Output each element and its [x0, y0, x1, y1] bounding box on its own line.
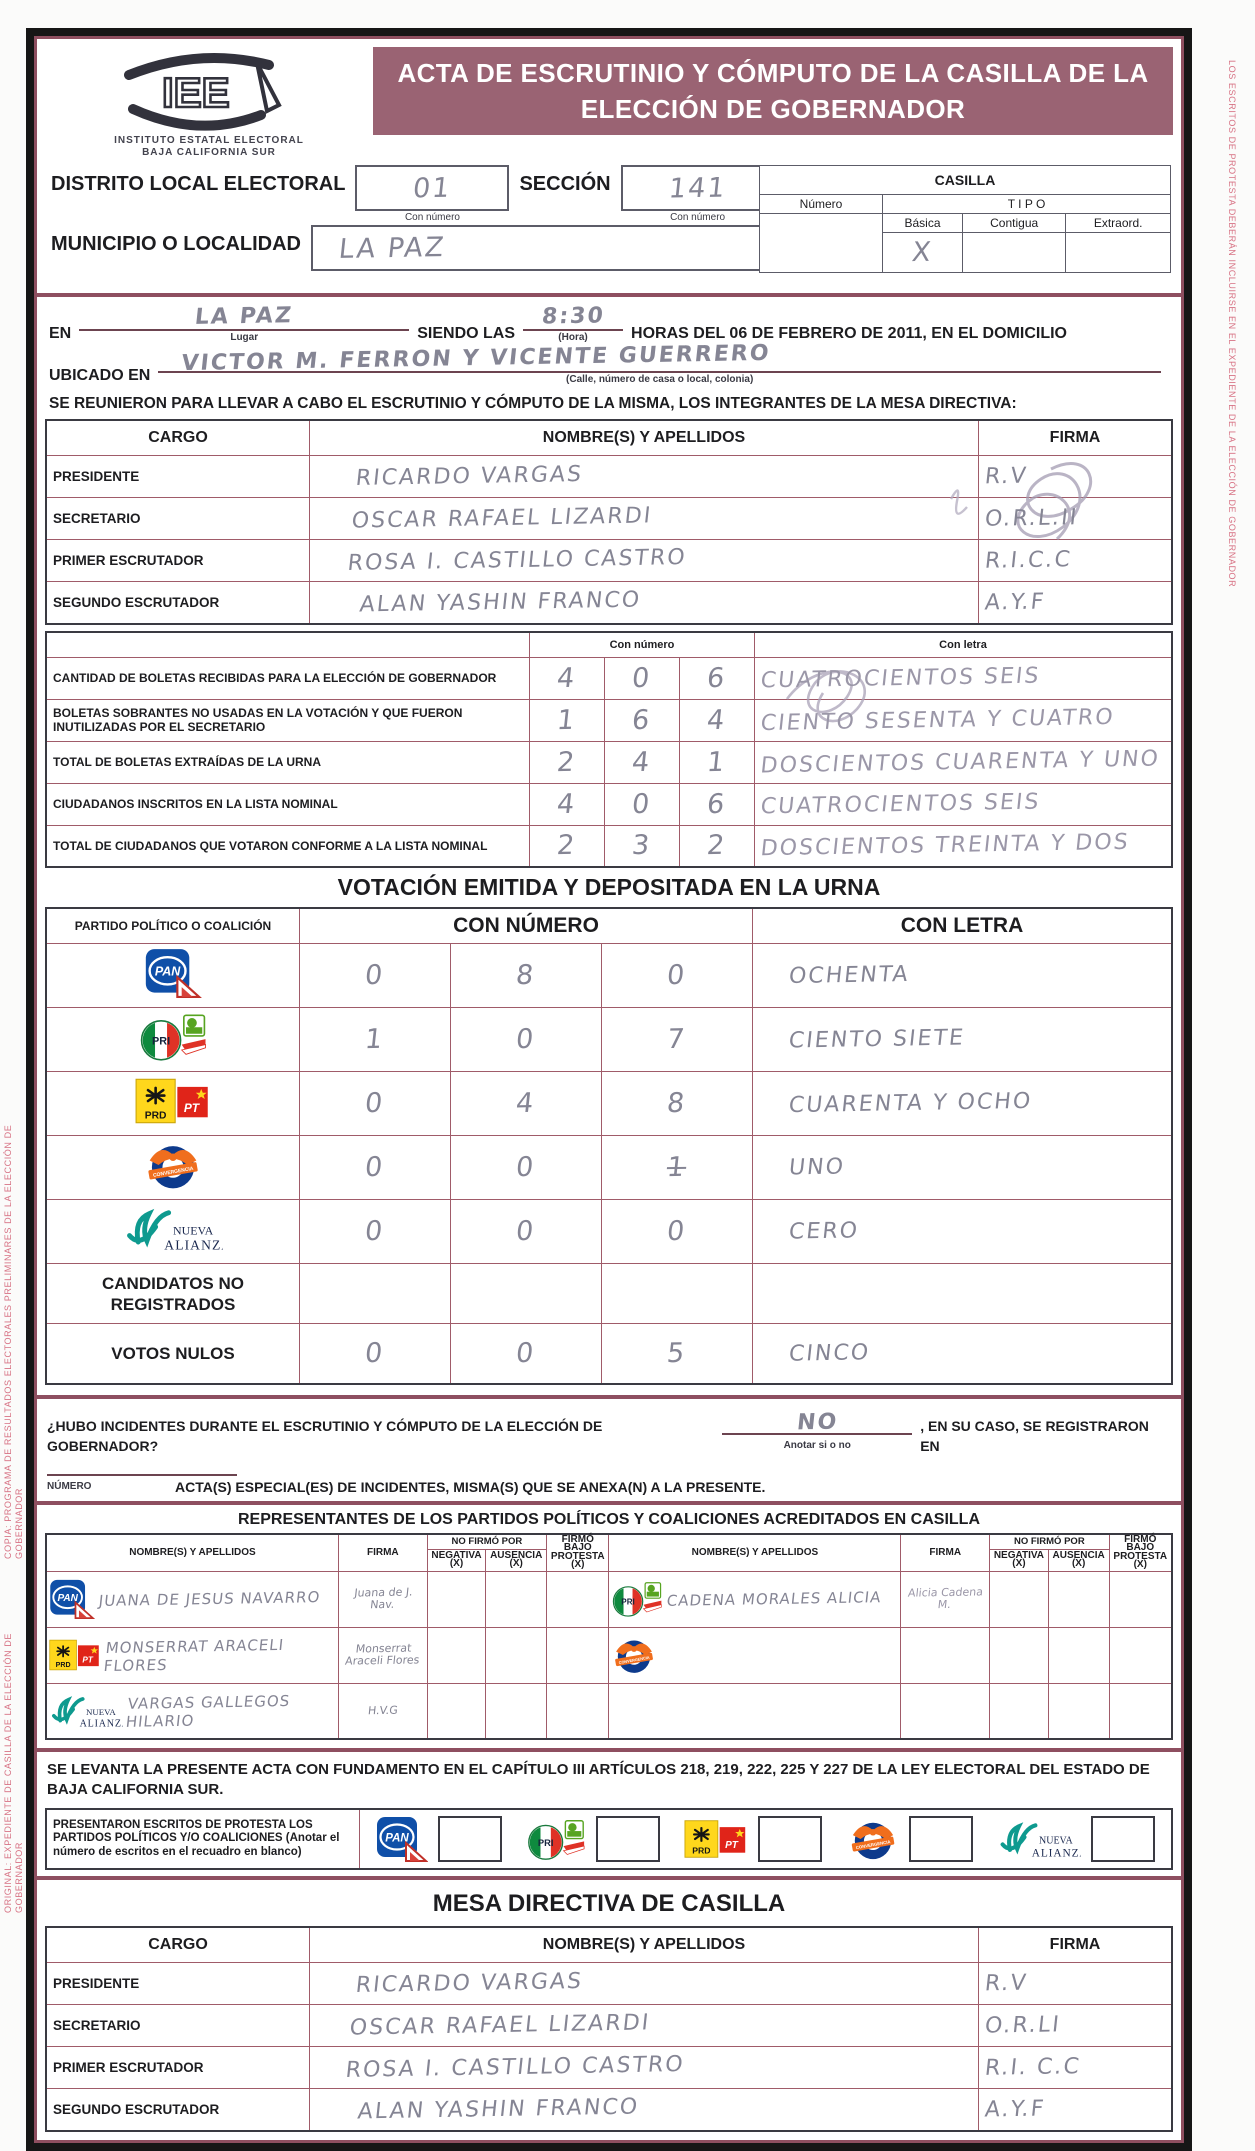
fecha-text: HORAS DEL 06 DE FEBRERO DE 2011, EN EL DOMICILIO	[631, 325, 1067, 342]
letra-cell[interactable]: CERO	[753, 1200, 1173, 1264]
iee-logo	[45, 43, 373, 159]
nombre-field[interactable]: RICARDO VARGAS	[310, 1963, 979, 2005]
digit-cell[interactable]: 1	[602, 1136, 753, 1200]
protesta-label: PRESENTARON ESCRITOS DE PROTESTA LOS PARTIDOS POLÍTICOS Y/O COALICIONES (Anotar el número de escritos en el recuadro en blanco)	[47, 1810, 360, 1868]
nueva-alianza-logo-icon	[997, 1819, 1081, 1859]
digit-cell[interactable]: 2	[530, 741, 605, 783]
mark-cell[interactable]	[486, 1627, 547, 1683]
casilla-numero-value[interactable]	[760, 214, 883, 273]
mark-cell[interactable]	[427, 1627, 486, 1683]
mesa-directiva-table-1	[45, 419, 1173, 625]
mark-cell[interactable]	[1048, 1571, 1109, 1627]
iee-logo-icon	[99, 47, 319, 135]
cargo-label: SECRETARIO	[46, 2005, 310, 2047]
table-row	[46, 699, 1172, 741]
mark-cell[interactable]	[427, 1683, 486, 1739]
digit-cell[interactable]: 2	[530, 825, 605, 867]
mark-cell[interactable]	[547, 1683, 609, 1739]
digit-cell[interactable]: 0	[605, 657, 680, 699]
letra-cell[interactable]: CINCO	[753, 1324, 1173, 1384]
header-fields	[45, 165, 1173, 285]
numero-caption: NÚMERO	[47, 1480, 92, 1492]
digit-cell[interactable]: 0	[605, 783, 680, 825]
nombre-field[interactable]: ROSA I. CASTILLO CASTRO	[310, 2047, 979, 2089]
section-divider	[37, 1876, 1181, 1880]
table-row	[46, 1627, 1172, 1683]
digit-cell[interactable]: 4	[605, 741, 680, 783]
digit-cell[interactable]: 0	[451, 1136, 602, 1200]
digit-cell[interactable]: 4	[451, 1072, 602, 1136]
lugar-line	[49, 303, 1169, 343]
pri-pvem-logo-icon	[526, 1817, 586, 1862]
table-row	[46, 2047, 1172, 2089]
domicilio-blank[interactable]: VICTOR M. FERRON Y VICENTE GUERRERO (Calle, número de casa o local, colonia)	[158, 345, 1161, 385]
rep-firma-field[interactable]: Monserrat Araceli Flores	[338, 1627, 427, 1683]
mark-cell[interactable]	[486, 1571, 547, 1627]
cargo-label: PRESIDENTE	[46, 1963, 310, 2005]
table-row	[46, 1571, 1172, 1627]
firma-field[interactable]: R.I.C.C	[979, 540, 1173, 582]
casilla-tipo-label: T I P O	[883, 195, 1171, 214]
logo-org-line2: BAJA CALIFORNIA SUR	[142, 147, 276, 158]
casilla-numero-label: Número	[760, 195, 883, 214]
pri-pvem-logo-icon	[138, 1011, 208, 1063]
mesa2-h-cargo: CARGO	[46, 1927, 310, 1963]
firma-field[interactable]: O.R.LI	[979, 2005, 1173, 2047]
digit-cell[interactable]: 0	[300, 1072, 451, 1136]
pan-logo-icon	[49, 1579, 95, 1619]
digit-cell[interactable]: 0	[451, 1324, 602, 1384]
mesa1-h-firma: FIRMA	[979, 420, 1173, 456]
acta-sheet	[26, 28, 1192, 2151]
digit-cell[interactable]: 0	[300, 944, 451, 1008]
seccion-label: SECCIÓN	[519, 173, 611, 195]
pan-logo-icon	[376, 1816, 428, 1862]
boletas-table	[45, 631, 1173, 869]
mesa2-h-nombre: NOMBRE(S) Y APELLIDOS	[310, 1927, 979, 1963]
cargo-label: SEGUNDO ESCRUTADOR	[46, 582, 310, 624]
seccion-box[interactable]: 141 Con número	[621, 165, 775, 223]
table-row	[46, 582, 1172, 624]
mesa-directiva-title: MESA DIRECTIVA DE CASILLA	[432, 1890, 786, 1917]
convergencia-logo-icon	[143, 1138, 203, 1192]
digit-cell[interactable]: 8	[451, 944, 602, 1008]
mark-cell[interactable]	[486, 1683, 547, 1739]
boleta-label: TOTAL DE CIUDADANOS QUE VOTARON CONFORME A LA LISTA NOMINAL	[46, 825, 530, 867]
letra-cell[interactable]: CUATROCIENTOS SEIS	[755, 657, 1173, 699]
table-row	[46, 1136, 1172, 1200]
digit-cell[interactable]: 5	[602, 1324, 753, 1384]
letra-cell[interactable]: CIENTO SESENTA Y CUATRO	[755, 699, 1173, 741]
votacion-h-letra: CON LETRA	[753, 908, 1173, 944]
incidentes-texto-2a: , EN SU CASO, SE REGISTRARON EN	[920, 1417, 1149, 1454]
nueva-alianza-logo-icon	[123, 1205, 223, 1253]
mark-cell[interactable]	[547, 1571, 609, 1627]
table-row	[46, 657, 1172, 699]
municipio-label: MUNICIPIO O LOCALIDAD	[51, 233, 301, 255]
nombre-field[interactable]: OSCAR RAFAEL LIZARDI	[310, 2005, 979, 2047]
section-divider	[37, 1748, 1181, 1752]
reps-h-negativa: NEGATIVA (X)	[990, 1549, 1049, 1571]
firma-field[interactable]: O.R.L.II	[979, 498, 1173, 540]
digit-cell[interactable]: 7	[602, 1008, 753, 1072]
lugar-caption: Lugar	[230, 332, 259, 343]
letra-cell[interactable]: CIENTO SIETE	[753, 1008, 1173, 1072]
rep-firma-field[interactable]: Alicia Cadena M.	[901, 1571, 990, 1627]
firma-field[interactable]: A.Y.F	[979, 582, 1173, 624]
hora-blank[interactable]: 8:30 (Hora)	[523, 303, 623, 343]
representantes-table	[45, 1533, 1173, 1741]
rep-firma-field[interactable]: H.V.G	[338, 1683, 427, 1739]
votacion-h-numero: CON NÚMERO	[300, 908, 753, 944]
casilla-mark-extraord[interactable]	[1066, 233, 1171, 273]
reps-h-negativa: NEGATIVA (X)	[427, 1549, 486, 1571]
table-row	[46, 1200, 1172, 1264]
mark-cell[interactable]	[1109, 1683, 1172, 1739]
casilla-mark-contigua[interactable]	[962, 233, 1065, 273]
rep-nombre-field[interactable]: VARGAS GALLEGOS HILARIO	[124, 1691, 292, 1731]
seccion-caption: Con número	[670, 212, 726, 223]
nombre-field[interactable]: ALAN YASHIN FRANCO	[310, 582, 979, 624]
table-row	[46, 783, 1172, 825]
digit-cell[interactable]	[300, 1264, 451, 1324]
mark-cell[interactable]	[990, 1627, 1049, 1683]
prd-pt-logo-icon	[135, 1076, 211, 1126]
digit-cell[interactable]: 4	[530, 783, 605, 825]
digit-cell[interactable]: 4	[530, 657, 605, 699]
incidentes-pregunta: ¿HUBO INCIDENTES DURANTE EL ESCRUTINIO Y CÓMPUTO DE LA ELECCIÓN DE GOBERNADOR?	[47, 1417, 603, 1454]
digit-cell[interactable]: 1	[300, 1008, 451, 1072]
digit-cell[interactable]	[451, 1264, 602, 1324]
logo-org-line1: INSTITUTO ESTATAL ELECTORAL	[114, 135, 304, 146]
table-row	[46, 1683, 1172, 1739]
ubicado-label: UBICADO EN	[49, 367, 151, 384]
table-row	[46, 1963, 1172, 2005]
table-row	[46, 456, 1172, 498]
reps-h-protesta: FIRMÓ BAJO PROTESTA (X)	[547, 1534, 609, 1572]
pri-pvem-logo-icon	[611, 1579, 663, 1619]
title-line2: ELECCIÓN DE GOBERNADOR	[580, 94, 966, 124]
digit-cell[interactable]: 6	[680, 783, 755, 825]
right-margin-note: LOS ESCRITOS DE PROTESTA DEBERÁN INCLUIRSE EN EL EXPEDIENTE DE LA ELECCIÓN DE GOBERNADOR	[1227, 60, 1237, 588]
casilla-table	[759, 165, 1171, 273]
nueva-alianza-logo-icon	[49, 1693, 123, 1729]
candidatos-no-registrados-label: CANDIDATOS NO REGISTRADOS	[46, 1264, 300, 1324]
distrito-label: DISTRITO LOCAL ELECTORAL	[51, 173, 346, 195]
rep-nombre-field[interactable]: MONSERRAT ARACELI FLORES	[102, 1635, 286, 1676]
table-row	[46, 1324, 1172, 1384]
protesta-count-conv[interactable]	[909, 1816, 973, 1862]
cargo-label: PRIMER ESCRUTADOR	[46, 540, 310, 582]
incidentes-block	[47, 1407, 1171, 1497]
nombre-field[interactable]: RICARDO VARGAS	[310, 456, 979, 498]
pan-logo-icon	[144, 948, 202, 998]
digit-cell[interactable]: 1	[680, 741, 755, 783]
rep-nombre-field[interactable]: CADENA MORALES ALICIA	[666, 1588, 883, 1610]
distrito-caption: Con número	[404, 212, 460, 223]
rep-nombre-field[interactable]	[609, 1683, 901, 1739]
digit-cell[interactable]: 8	[602, 1072, 753, 1136]
firma-field[interactable]: R.I. C.C	[979, 2047, 1173, 2089]
casilla-mark-basica[interactable]: X	[883, 233, 963, 273]
page-title	[373, 47, 1173, 135]
letra-cell[interactable]	[753, 1264, 1173, 1324]
letra-cell[interactable]: CUATROCIENTOS SEIS	[755, 783, 1173, 825]
table-row	[46, 2089, 1172, 2131]
casilla-tipo-extraord: Extraord.	[1066, 214, 1171, 233]
table-row	[46, 944, 1172, 1008]
mark-cell[interactable]	[1048, 1683, 1109, 1739]
digit-cell[interactable]	[602, 1264, 753, 1324]
protesta-count-pan[interactable]	[438, 1816, 502, 1862]
firma-field[interactable]: R.V	[979, 456, 1173, 498]
reps-h-nofirmo: NO FIRMÓ POR	[427, 1534, 546, 1550]
mark-cell[interactable]	[547, 1627, 609, 1683]
lugar-blank[interactable]: LA PAZ Lugar	[79, 303, 409, 343]
votacion-table	[45, 907, 1173, 1385]
reunion-text: SE REUNIERON PARA LLEVAR A CABO EL ESCRUTINIO Y CÓMPUTO DE LA MISMA, LOS INTEGRANTES DE LA MESA DIRECTIVA:	[49, 395, 1017, 412]
prd-pt-logo-icon	[49, 1637, 101, 1673]
mark-cell[interactable]	[427, 1571, 486, 1627]
boleta-label: TOTAL DE BOLETAS EXTRAÍDAS DE LA URNA	[46, 741, 530, 783]
digit-cell[interactable]: 3	[605, 825, 680, 867]
rep-nombre-field[interactable]: JUANA DE JESUS NAVARRO	[97, 1588, 322, 1610]
digit-cell[interactable]: 4	[680, 699, 755, 741]
mesa1-h-cargo: CARGO	[46, 420, 310, 456]
siendo-label: SIENDO LAS	[417, 325, 516, 342]
digit-cell[interactable]: 0	[602, 1200, 753, 1264]
rep-firma-field[interactable]	[901, 1683, 990, 1739]
letra-cell[interactable]: DOSCIENTOS CUARENTA Y UNO	[755, 741, 1173, 783]
mark-cell[interactable]	[1048, 1627, 1109, 1683]
protesta-count-na[interactable]	[1091, 1816, 1155, 1862]
votacion-h-partido: PARTIDO POLÍTICO O COALICIÓN	[46, 908, 300, 944]
rep-firma-field[interactable]	[901, 1627, 990, 1683]
boleta-label: BOLETAS SOBRANTES NO USADAS EN LA VOTACIÓN Y QUE FUERON INUTILIZADAS POR EL SECRETARIO	[46, 699, 530, 741]
digit-cell[interactable]: 6	[680, 657, 755, 699]
protesta-box	[45, 1808, 1173, 1870]
reps-h-firma: FIRMA	[338, 1534, 427, 1572]
mark-cell[interactable]	[1109, 1571, 1172, 1627]
left-margin-note	[3, 1053, 25, 1913]
digit-cell[interactable]: 6	[605, 699, 680, 741]
domicilio-line	[49, 340, 1169, 385]
reps-h-firma: FIRMA	[901, 1534, 990, 1572]
mesa2-h-firma: FIRMA	[979, 1927, 1173, 1963]
iee-acronym: IEE	[162, 69, 230, 116]
boleta-label: CIUDADANOS INSCRITOS EN LA LISTA NOMINAL	[46, 783, 530, 825]
cargo-label: SECRETARIO	[46, 498, 310, 540]
representantes-title: REPRESENTANTES DE LOS PARTIDOS POLÍTICOS Y COALICIONES ACREDITADOS EN CASILLA	[238, 1510, 980, 1528]
reps-h-nofirmo: NO FIRMÓ POR	[990, 1534, 1109, 1550]
digit-cell[interactable]: 0	[602, 944, 753, 1008]
section-divider	[37, 1395, 1181, 1399]
votacion-title: VOTACIÓN EMITIDA Y DEPOSITADA EN LA URNA	[337, 874, 881, 900]
mark-cell[interactable]	[1109, 1627, 1172, 1683]
cargo-label: PRESIDENTE	[46, 456, 310, 498]
rep-firma-field[interactable]: Juana de J. Nav.	[338, 1571, 427, 1627]
letra-cell[interactable]: DOSCIENTOS TREINTA Y DOS	[755, 825, 1173, 867]
distrito-box[interactable]: 01 Con número	[355, 165, 509, 223]
cargo-label: PRIMER ESCRUTADOR	[46, 2047, 310, 2089]
convergencia-logo-icon	[847, 1816, 899, 1862]
reps-h-ausencia: AUSENCIA (X)	[1048, 1549, 1109, 1571]
letra-cell[interactable]: CUARENTA Y OCHO	[753, 1072, 1173, 1136]
table-row	[46, 2005, 1172, 2047]
boletas-num-caption: Con número	[530, 632, 755, 658]
protesta-count-pri[interactable]	[596, 1816, 660, 1862]
table-row	[46, 1072, 1172, 1136]
incidentes-numero-blank[interactable]	[47, 1454, 167, 1497]
table-row	[46, 1008, 1172, 1072]
cargo-label: SEGUNDO ESCRUTADOR	[46, 2089, 310, 2131]
fundamento-text: SE LEVANTA LA PRESENTE ACTA CON FUNDAMENTO EN EL CAPÍTULO III ARTÍCULOS 218, 219, 222, 225 Y 227 DE LA LEY ELECTORAL DEL ESTADO DE BAJA CALIFORNIA SUR.	[47, 1761, 1150, 1798]
mark-cell[interactable]	[990, 1683, 1049, 1739]
table-row	[46, 741, 1172, 783]
casilla-title: CASILLA	[760, 166, 1171, 195]
votos-nulos-label: VOTOS NULOS	[46, 1324, 300, 1384]
municipio-box[interactable]: LA PAZ	[311, 225, 761, 271]
prd-pt-logo-icon	[684, 1818, 748, 1860]
table-row	[46, 540, 1172, 582]
mesa-directiva-table-2	[45, 1926, 1173, 2132]
digit-cell[interactable]: 0	[300, 1136, 451, 1200]
digit-cell[interactable]: 0	[300, 1324, 451, 1384]
reps-h-protesta: FIRMÓ BAJO PROTESTA (X)	[1109, 1534, 1172, 1572]
section-divider	[37, 293, 1181, 297]
firma-field[interactable]: A.Y.F	[979, 2089, 1173, 2131]
domicilio-caption: (Calle, número de casa o local, colonia)	[566, 374, 754, 385]
letra-cell[interactable]: UNO	[753, 1136, 1173, 1200]
firma-field[interactable]: R.V	[979, 1963, 1173, 2005]
reps-h-nombre: NOMBRE(S) Y APELLIDOS	[46, 1534, 338, 1572]
incidentes-texto-2b: ACTA(S) ESPECIAL(ES) DE INCIDENTES, MISMA(S) QUE SE ANEXA(N) A LA PRESENTE.	[175, 1478, 766, 1495]
boletas-letra-caption: Con letra	[755, 632, 1173, 658]
left-margin-note-line2: COPIA: PROGRAMA DE RESULTADOS ELECTORALES PRELIMINARES DE LA ELECCIÓN DE GOBERNADOR	[3, 1124, 24, 1559]
table-row	[46, 498, 1172, 540]
digit-cell[interactable]: 0	[300, 1200, 451, 1264]
table-row	[46, 1264, 1172, 1324]
nombre-field[interactable]: OSCAR RAFAEL LIZARDI	[310, 498, 979, 540]
digit-cell[interactable]: 1	[530, 699, 605, 741]
convergencia-logo-icon	[611, 1634, 657, 1676]
mark-cell[interactable]	[990, 1571, 1049, 1627]
mesa1-h-nombre: NOMBRE(S) Y APELLIDOS	[310, 420, 979, 456]
letra-cell[interactable]: OCHENTA	[753, 944, 1173, 1008]
section-divider	[37, 1501, 1181, 1505]
reps-h-ausencia: AUSENCIA (X)	[486, 1549, 547, 1571]
casilla-tipo-basica: Básica	[883, 214, 963, 233]
reps-h-nombre: NOMBRE(S) Y APELLIDOS	[609, 1534, 901, 1572]
casilla-tipo-contigua: Contigua	[962, 214, 1065, 233]
hora-caption: (Hora)	[558, 332, 588, 343]
digit-cell[interactable]: 0	[451, 1008, 602, 1072]
anotar-caption: Anotar si o no	[783, 1439, 851, 1451]
digit-cell[interactable]: 0	[451, 1200, 602, 1264]
nombre-field[interactable]: ROSA I. CASTILLO CASTRO	[310, 540, 979, 582]
title-line1: ACTA DE ESCRUTINIO Y CÓMPUTO DE LA CASILLA DE LA	[397, 58, 1149, 88]
nombre-field[interactable]: ALAN YASHIN FRANCO	[310, 2089, 979, 2131]
left-margin-note-line1: ORIGINAL: EXPEDIENTE DE CASILLA DE LA ELECCIÓN DE GOBERNADOR	[3, 1633, 24, 1913]
incidentes-respuesta-blank[interactable]: NO Anotar si o no	[722, 1407, 912, 1456]
digit-cell[interactable]: 2	[680, 825, 755, 867]
header	[45, 43, 1173, 159]
en-label: EN	[49, 325, 72, 342]
boleta-label: CANTIDAD DE BOLETAS RECIBIDAS PARA LA ELECCIÓN DE GOBERNADOR	[46, 657, 530, 699]
protesta-count-prdpt[interactable]	[758, 1816, 822, 1862]
table-row	[46, 825, 1172, 867]
